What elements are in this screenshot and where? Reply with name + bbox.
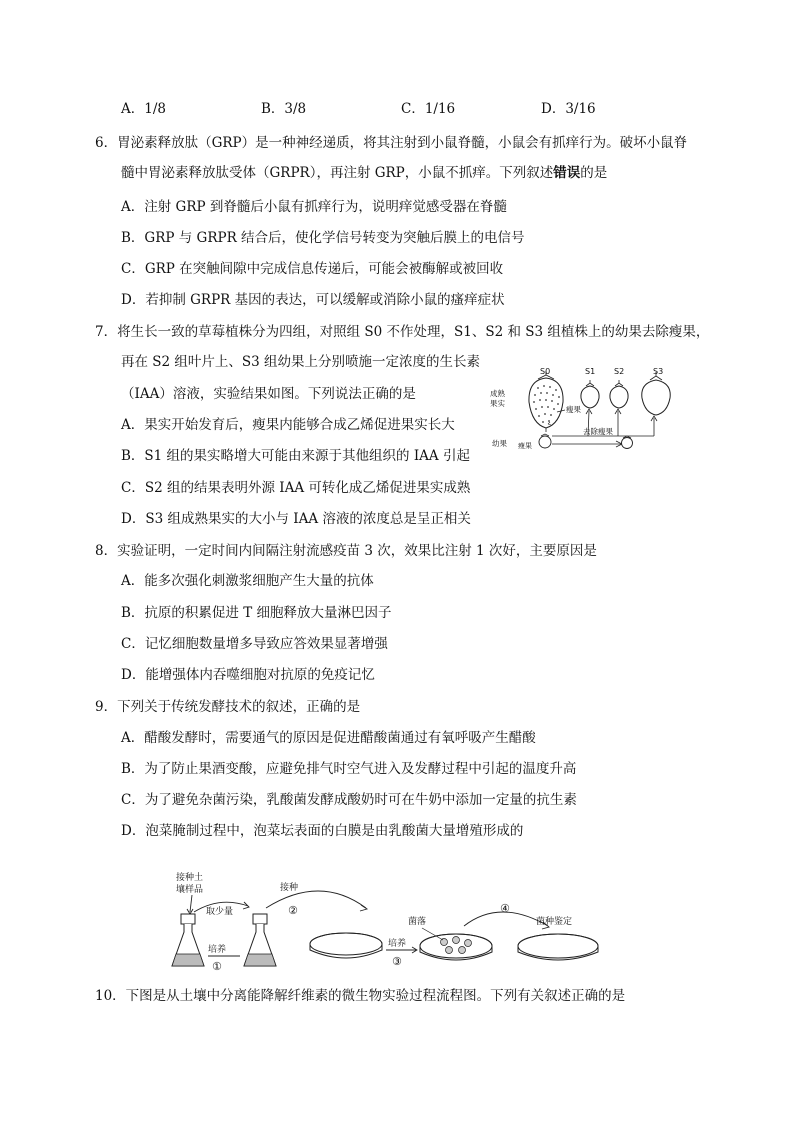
q6-option-a: A．注射 GRP 到脊髓后小鼠有抓痒行为，说明痒觉感受器在脊髓	[121, 199, 507, 215]
q8-option-b: B．抗原的积累促进 T 细胞释放大量淋巴因子	[121, 605, 392, 621]
soil-sample-label-1: 接种土	[176, 873, 204, 883]
q6-emphasis-word: 错误	[553, 165, 581, 181]
mature-fruit-label-2: 果实	[490, 399, 505, 408]
young-fruit-no-achene	[622, 436, 633, 449]
step-3-label: ③	[392, 955, 402, 968]
q6-stem-line-1: 6．胃泌素释放肽（GRP）是一种神经递质，将其注射到小鼠脊髓，小鼠会有抓痒行为。破坏小鼠脊	[95, 135, 688, 151]
step-2-label: ②	[288, 904, 298, 917]
q7-option-c: C．S2 组的结果表明外源 IAA 可转化成乙烯促进果实成熟	[121, 480, 471, 496]
q7-option-d: D．S3 组成熟果实的大小与 IAA 溶液的浓度总是呈正相关	[121, 511, 471, 527]
q7-stem-line-3: （IAA）溶液，实验结果如图。下列说法正确的是	[121, 386, 416, 402]
q6-option-b: B．GRP 与 GRPR 结合后，使化学信号转变为突触后膜上的电信号	[121, 230, 525, 246]
achene-label: 瘦果	[566, 405, 581, 414]
inoculate-label: 接种	[280, 883, 299, 893]
petri-dish-2	[420, 934, 492, 960]
q6-stem-end: 的是	[580, 165, 608, 181]
flask-1	[172, 914, 204, 966]
q9-option-c: C．为了避免杂菌污染，乳酸菌发酵成酸奶时可在牛奶中添加一定量的抗生素	[121, 792, 577, 808]
q5-option-c: C．1/16	[401, 101, 456, 117]
remove-achene-label: 去除瘦果	[583, 427, 613, 436]
q9-stem: 9．下列关于传统发酵技术的叙述，正确的是	[95, 699, 361, 715]
mature-fruit-label-1: 成熟	[490, 389, 505, 398]
group-label-s3: S3	[653, 367, 664, 376]
culture-label-2: 培养	[388, 939, 407, 949]
group-label-s0: S0	[540, 367, 551, 376]
strain-identification-label: 菌种鉴定	[536, 917, 573, 927]
q7-option-b: B．S1 组的果实略增大可能由来源于其他组织的 IAA 引起	[121, 448, 470, 464]
q9-option-a: A．醋酸发酵时，需要通气的原因是促进醋酸菌通过有氧呼吸产生醋酸	[121, 730, 536, 746]
q7-option-a: A．果实开始发育后，瘦果内能够合成乙烯促进果实长大	[121, 417, 455, 433]
group-label-s1: S1	[585, 367, 596, 376]
flask-2	[244, 914, 276, 966]
q7-stem-line-1: 7．将生长一致的草莓植株分为四组，对照组 S0 不作处理，S1、S2 和 S3 组植株上的幼果去除瘦果，	[95, 324, 710, 340]
q5-option-b: B．3/8	[261, 101, 307, 117]
petri-dish-3	[518, 934, 598, 960]
q6-stem-text: 髓中胃泌素释放肽受体（GRPR），再注射 GRP，小鼠不抓痒。下列叙述	[121, 165, 554, 181]
microbe-isolation-flowchart	[160, 862, 630, 977]
q8-option-a: A．能多次强化刺激浆细胞产生大量的抗体	[121, 573, 374, 589]
strawberry-s3	[642, 372, 670, 415]
group-label-s2: S2	[614, 367, 625, 376]
take-small-amount-label: 取少量	[206, 907, 234, 917]
achene-label-2: 瘦果	[518, 442, 532, 450]
q10-stem: 10．下图是从土壤中分离能降解纤维素的微生物实验过程流程图。下列有关叙述正确的是	[95, 988, 626, 1004]
strawberry-s1	[581, 380, 599, 408]
culture-label-1: 培养	[208, 945, 227, 955]
soil-sample-label-2: 壤样品	[176, 885, 204, 895]
q8-stem: 8．实验证明，一定时间内间隔注射流感疫苗 3 次，效果比注射 1 次好，主要原因是	[95, 543, 597, 559]
step-4-label: ④	[500, 902, 510, 915]
strawberry-s0	[529, 371, 563, 428]
q8-option-d: D．能增强体内吞噬细胞对抗原的免疫记忆	[121, 667, 375, 683]
step-1-label: ①	[212, 960, 222, 973]
colony-label: 菌落	[408, 917, 427, 927]
strawberry-s2	[610, 380, 628, 408]
strawberry-experiment-diagram	[488, 362, 680, 450]
q6-option-c: C．GRP 在突触间隙中完成信息传递后，可能会被酶解或被回收	[121, 261, 504, 277]
young-fruit-label: 幼果	[492, 439, 507, 448]
q5-option-d: D．3/16	[541, 101, 596, 117]
q6-stem-line-2	[121, 164, 607, 182]
petri-dish-1	[310, 933, 382, 958]
q7-stem-line-2: 再在 S2 组叶片上、S3 组幼果上分别喷施一定浓度的生长素	[121, 354, 481, 370]
q9-option-d: D．泡菜腌制过程中，泡菜坛表面的白膜是由乳酸菌大量增殖形成的	[121, 823, 524, 839]
q6-option-d: D．若抑制 GRPR 基因的表达，可以缓解或消除小鼠的瘙痒症状	[121, 292, 505, 308]
q9-option-b: B．为了防止果酒变酸，应避免排气时空气进入及发酵过程中引起的温度升高	[121, 761, 577, 777]
young-fruit	[539, 434, 551, 448]
q8-option-c: C．记忆细胞数量增多导致应答效果显著增强	[121, 636, 388, 652]
q5-option-a: A．1/8	[121, 101, 166, 117]
